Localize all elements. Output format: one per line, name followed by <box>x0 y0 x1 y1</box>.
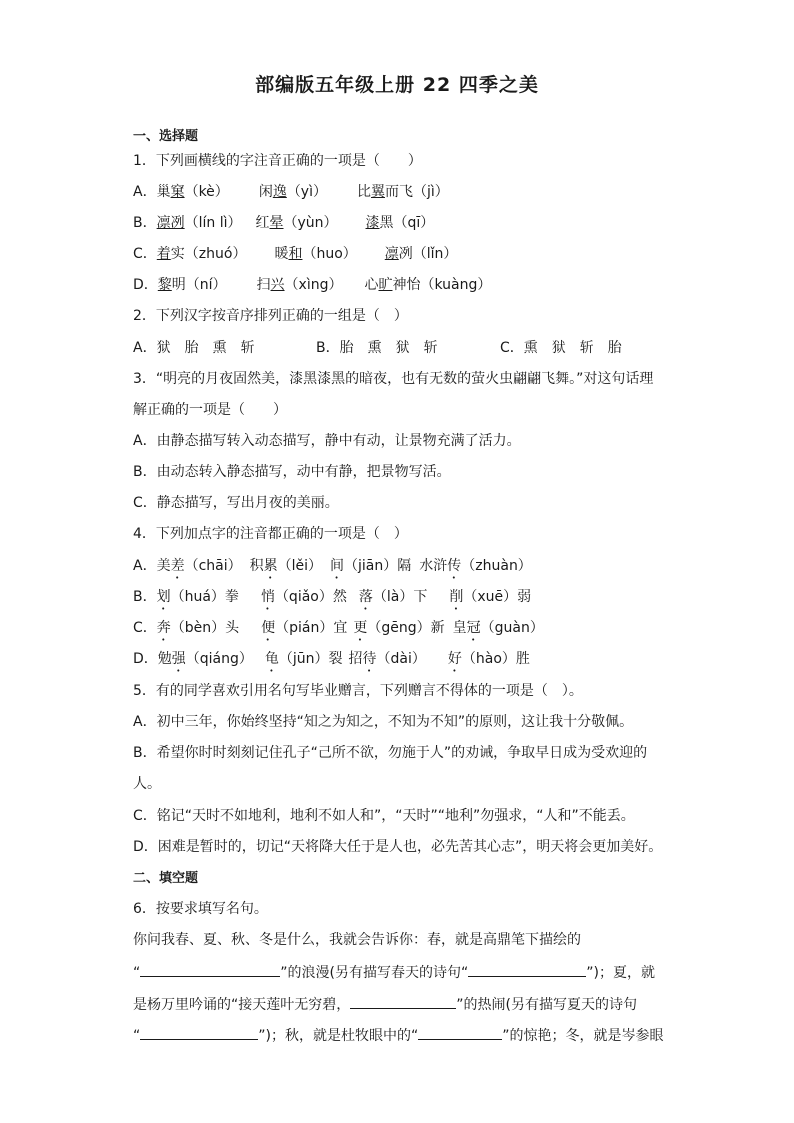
page-title: 部编版五年级上册 22 四季之美 <box>255 74 539 96</box>
question-6-text-line-2: “ ”的浪漫(另有描写春天的诗句“ ”)；夏，就 <box>133 962 655 982</box>
question-5-option-b-line-2: 人。 <box>133 776 161 792</box>
question-2-option-c: C．熏 狱 斩 胎 <box>500 340 622 356</box>
question-5-option-a: A．初中三年，你始终坚持“知之为知之，不知为不知”的原则，这让我十分敬佩。 <box>133 714 634 730</box>
question-1-option-a: A．巢窠（kè） 闲逸（yì） 比翼而飞（jì） <box>133 184 449 200</box>
question-4-option-a: A．美差（chāi） 积累（lěi） 间（jiān）隔 水浒传（zhuàn） <box>133 558 532 574</box>
question-5-option-d: D．困难是暂时的，切记“天将降大任于是人也，必先苦其心志”，明天将会更加美好。 <box>133 839 663 855</box>
question-6-text-line-4: “ ”)；秋，就是杜牧眼中的“ ”的惊艳；冬，就是岑参眼 <box>133 1025 664 1045</box>
question-1-stem: 1．下列画横线的字注音正确的一项是（ ） <box>133 153 422 169</box>
question-1-option-c: C．着实（zhuó） 暖和（huo） 凛冽（lǐn） <box>133 246 458 262</box>
question-2-option-b: B．胎 熏 狱 斩 <box>316 340 438 356</box>
section-heading-choice: 一、选择题 <box>133 129 199 144</box>
answer-blank[interactable] <box>418 1025 502 1040</box>
question-5-option-b-line-1: B．希望你时时刻刻记住孔子“己所不欲，勿施于人”的劝诫，争取早日成为受欢迎的 <box>133 745 648 761</box>
question-6-text-line-1: 你问我春、夏、秋、冬是什么，我就会告诉你：春，就是高鼎笔下描绘的 <box>133 932 581 948</box>
question-1-option-b: B．凛冽（lín lì） 红晕（yùn） 漆黑（qī） <box>133 215 435 231</box>
question-3-option-a: A．由静态描写转入动态描写，静中有动，让景物充满了活力。 <box>133 433 521 449</box>
question-3-stem-line-1: 3．“明亮的月夜固然美，漆黑漆黑的暗夜，也有无数的萤火虫翩翩飞舞。”对这句话理 <box>133 371 654 387</box>
answer-blank[interactable] <box>140 962 280 977</box>
answer-blank[interactable] <box>468 962 586 977</box>
section-heading-fill-in: 二、填空题 <box>133 871 199 886</box>
question-2-option-a: A．狱 胎 熏 斩 <box>133 340 255 356</box>
answer-blank[interactable] <box>350 994 456 1009</box>
question-1-option-d: D．黎明（ní） 扫兴（xìng） 心旷神怡（kuàng） <box>133 277 492 293</box>
answer-blank[interactable] <box>140 1025 258 1040</box>
question-6-stem: 6．按要求填写名句。 <box>133 901 268 917</box>
question-3-stem-line-2: 解正确的一项是（ ） <box>133 402 287 418</box>
question-4-option-d: D．勉强（qiáng） 龟（jūn）裂 招待（dài） 好（hào）胜 <box>133 651 530 667</box>
question-2-stem: 2．下列汉字按音序排列正确的一组是（ ） <box>133 308 408 324</box>
question-3-option-b: B．由动态转入静态描写，动中有静，把景物写活。 <box>133 464 451 480</box>
question-4-option-c: C．奔（bèn）头 便（pián）宜 更（gēng）新 皇冠（guàn） <box>133 620 544 636</box>
question-3-option-c: C．静态描写，写出月夜的美丽。 <box>133 495 339 511</box>
question-6-text-line-3: 是杨万里吟诵的“接天莲叶无穷碧， ”的热闹(另有描写夏天的诗句 <box>133 994 637 1014</box>
question-4-option-b: B．划（huá）拳 悄（qiǎo）然 落（là）下 削（xuē）弱 <box>133 589 532 605</box>
question-4-stem: 4．下列加点字的注音都正确的一项是（ ） <box>133 526 408 542</box>
question-5-stem: 5．有的同学喜欢引用名句写毕业赠言，下列赠言不得体的一项是（ ）。 <box>133 683 583 699</box>
question-5-option-c: C．铭记“天时不如地利，地利不如人和”，“天时”“地利”勿强求，“人和”不能丢。 <box>133 808 635 824</box>
